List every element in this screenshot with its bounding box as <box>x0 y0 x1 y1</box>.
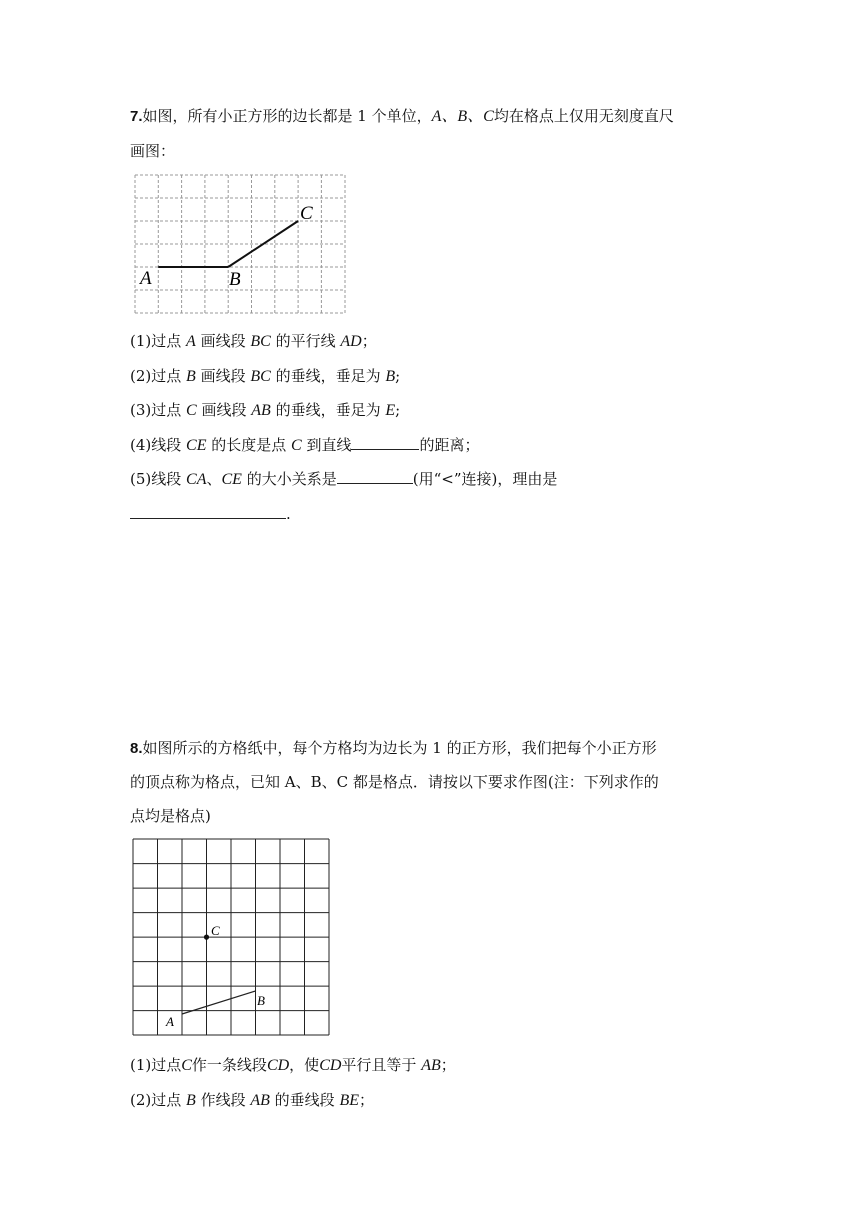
p7-q5-relation-blank[interactable] <box>337 469 413 484</box>
p7-label-c: C <box>300 203 313 224</box>
p7-q4-answer-blank[interactable] <box>351 435 419 450</box>
p8-label-a: A <box>166 1014 174 1029</box>
p8-question-1: (1)过点C作一条线段CD，使CD平行且等于 AB； <box>130 1056 456 1074</box>
p7-grid <box>135 175 345 313</box>
p8-label-b: B <box>257 993 265 1008</box>
p7-question-5-reason: . <box>130 504 291 524</box>
p7-intro-line2: 画图： <box>130 142 176 160</box>
p7-number: 7. <box>130 108 143 125</box>
p7-label-a: A <box>140 268 152 289</box>
p7-grid-figure <box>134 174 348 316</box>
p7-question-3: (3)过点 C 画线段 AB 的垂线，垂足为 E; <box>130 401 401 419</box>
p7-question-4: (4)线段 CE 的长度是点 C 到直线 的距离； <box>130 436 480 454</box>
p8-grid <box>133 839 329 1035</box>
p7-q5-reason-blank[interactable] <box>130 504 286 519</box>
p8-grid-figure <box>132 838 332 1040</box>
p8-intro-line2: 的顶点称为格点，已知 A、B、C 都是格点．请按以下要求作图(注：下列求作的 <box>130 773 659 791</box>
p8-point-c <box>204 935 209 940</box>
p8-question-2: (2)过点 B 作线段 AB 的垂线段 BE； <box>130 1091 375 1109</box>
p8-intro-line3: 点均是格点) <box>130 807 211 825</box>
p7-question-5: (5)线段 CA、CE 的大小关系是 (用“<”连接)，理由是 <box>130 470 558 488</box>
p7-question-1: (1)过点 A 画线段 BC 的平行线 AD； <box>130 332 377 350</box>
p7-question-2: (2)过点 B 画线段 BC 的垂线，垂足为 B; <box>130 367 401 385</box>
p7-label-b: B <box>229 269 241 290</box>
p8-number: 8. <box>130 740 143 757</box>
p8-label-c: C <box>211 923 220 938</box>
p7-intro-line1: 7.如图，所有小正方形的边长都是 1 个单位，A、B、C均在格点上仅用无刻度直尺 <box>130 107 674 125</box>
p8-intro-line1: 8.如图所示的方格纸中，每个方格均为边长为 1 的正方形，我们把每个小正方形 <box>130 739 657 757</box>
